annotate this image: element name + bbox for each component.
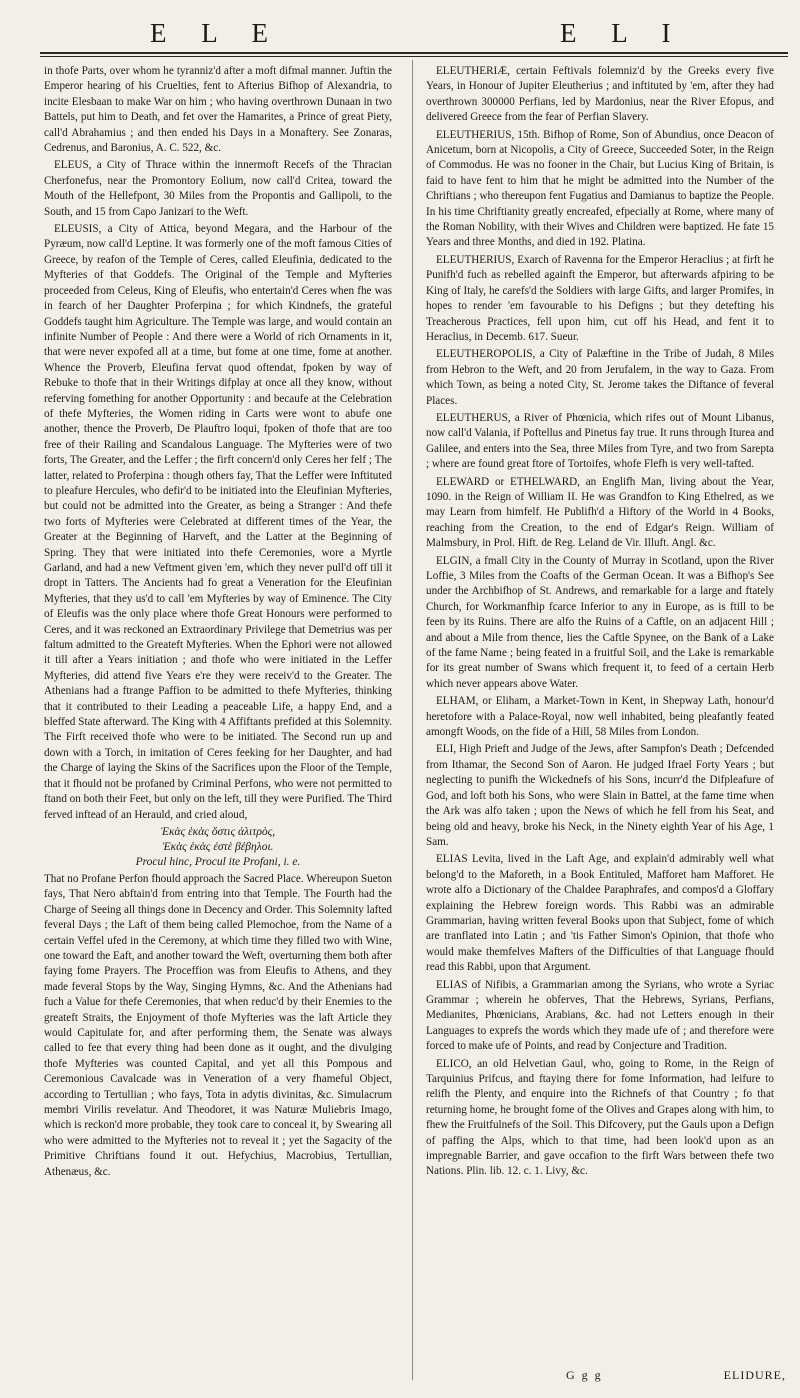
running-head-right: E L I [560,18,685,48]
greek-line-2: Ἑκὰς ἑκὰς ἐστὲ βέβηλοι. [162,840,274,853]
right-column [426,64,774,1182]
entry-elesbaan-continued: in thofe Parts, over whom he tyranniz'd after a moft difmal manner. Juftin the Emperor hearing of his Cruelties, fent to Afterius Bifhop of Alexandria, to incite Elesbaan to make War on him ; who having overthrown Dunaan in two Battels, put him to Death, and fet over the Hamarites, a Prince of great Piety, call'd Abrahamius ; and then ended his Days in a Monaftery. See Zonaras, Cedrenus, and Baronius, A. C. 522, &c. [44,65,392,155]
entry-eleutherus: ELEUTHERUS, a River of Phœnicia, which rifes out of Mount Libanus, now call'd Valania, if Poftellus and Pinetus fay true. It runs through Iturea and Galilee, and enters into the Sea, three Miles from Tyre, and two from Sarepta ; where are found great ftore of Tortoifes, whofe Flefh is very well-tafted. [426,411,774,471]
page-footer [426,1368,786,1386]
entry-eleusis: ELEUSIS, a City of Attica, beyond Megara, and the Harbour of the Pyræum, now call'd Leptine. It was formerly one of the moft famous Cities of Greece, by reafon of the Temple of Ceres, called Eleufinia, dedicated to the Myfteries of that Goddefs. The Original of the Temple and Myfteries proceeded from Celeus, King of Eleufis, who entertain'd Ceres when fhe was in fearch of her Daughter Proferpina ; for which Kindnefs, the grateful Goddefs taught him Agriculture. The Temple was large, and would contain an infinite Number of People : And there were a World of rich Ornaments in it, that were never expofed all at a time, but fome at one time, fome at another. Whence the Proverb, Eleufina fervat quod oftendat, fpoken by way of Rebuke to thofe that in their Writings difplay at once all they know, without referving fomething for another Opportunity : and becaufe at the Celebration of thefe Myfteries, the Women riding in Carts were wont to abufe one another, thence the Proverb, De Plauftro loqui, fpoken of thofe that are too free of their Railing and Scandalous Language. The Myfteries were of two forts, The Greater, and the Leffer ; the firft concern'd only Ceres her felf ; The latter, related to Proferpina : though others fay, That the Leffer were Inftituted to pleafure Hercules, who defir'd to be initiated into the Eleufinian Myfteries, but could not be admitted into the Greater, as being a Stranger : And thefe two forts of Myfteries were Celebrated at different times of the Year, the Greater at the Beginning of Harveft, and the Latter at the Beginning of Spring. They that were initiated into thefe Ceremonies, wore a Myrtle Garland, and had a new Veftment given 'em, which they never pull'd off till it dropt in Tatters. The Ancients had fo great a Veneration for the Eleufinian Myfteries, that they us'd to call 'em Myfteries by way of Eminence. The City of Eleufis was the only place where thofe Great Honours were performed to Ceres, and it was reckoned an Extraordinary Privilege that Demetrius was per faltum admitted to the Greateft Myfteries. When the Ephori were not allowed it till after a Years initiation ; and thofe who were initiated in the Leffer Myfteries, did attend five Years e're they were receiv'd to the Greater. The Athenians had a ftrange Paffion to be admitted to thefe Myfteries, thinking that it contributed to their Leading a peaceable Life, a happy End, and a bleffed State afterward. The King with 4 Affiftants prefided at this Solemnity. The Firft received thofe who were to be initiated. The Second run up and down with a Torch, in imitation of Ceres feeking for her Daughter, and had the Charge of laying the Skins of the Sacrifices upon the Floor of the Temple, that it fhould not be profaned by Criminal Perfons, who were not permitted to ftand on both their Feet, but only on the left, till they were Purified. The Third ferved inftead of an Herauld, and cried aloud, [44,223,392,821]
entry-elham: ELHAM, or Eliham, a Market-Town in Kent, in Shepway Lath, honour'd heretofore with a Palace-Royal, now well inhabited, being pleafantly feated amongft Woods, on the fide of a Hill, 58 Miles from London. [426,695,774,739]
greek-line-1: Ἑκὰς ἑκὰς ὅστις ἀλιτρὸς, [160,825,276,838]
latin-translation: Procul hinc, Procul ite Profani, i. e. [135,855,301,868]
header-rule-thin [40,56,788,57]
entry-eleutheriae: ELEUTHERIÆ, certain Feftivals folemniz'd by the Greeks every five Years, in Honour of Jupiter Eleutherius ; and inftituted by 'em, after they had overthrown 300000 Perfians, led by Mardonius, near the River Efopus, and delivered Greece from the fear of Perfian Slavery. [426,65,774,124]
running-head-left: E L E [150,18,282,48]
running-head [0,8,800,52]
entry-eli: ELI, High Prieft and Judge of the Jews, after Sampfon's Death ; Defcended from Ithamar, the Second Son of Aaron. He judged Ifrael Forty Years ; but neglecting to punifh the Wickednefs of his Sons, incurr'd the Difpleafure of God, and loft both his Sons, who were Slain in Battel, at the fame time when the Ark was alfo taken ; upon the News of which he fell from his Seat, and being old and heavy, broke his Neck, in the Ninety eighth Year of his Age, 1 Sam. [426,743,774,848]
entry-eleutheropolis: ELEUTHEROPOLIS, a City of Palæftine in the Tribe of Judah, 8 Miles from Hebron to the Weft, and 20 from Jerufalem, in the way to Gaza. From which Town, as being a noted City, St. Jerome takes the Diftance of feveral Places. [426,348,774,407]
signature-mark: G g g [566,1368,603,1382]
greek-quotation [44,825,392,870]
entry-eleusis-continued: That no Profane Perfon fhould approach the Sacred Place. Whereupon Sueton fays, That Nero abftain'd from entring into that Temple. The Fourth had the Charge of Seeing all things done in Decency and Order. This Solemnity lafted feveral Days ; the Laft of them being called Plemochoe, from the Name of a certain Veffel ufed in the Ceremony, at which time they filled two with Wine, one toward the Eaft, and another toward the Weft, overturning them both after faying fome Prayers. The Proceffion was from Eleufis to Athens, and they made feveral Stops by the Way, Singing Hymns, &c. And the Athenians had fuch a Value for thefe Ceremonies, that when reduc'd by their Enemies to the greateft Straits, the Enjoyment of thofe Myfteries was the laft Article they would Capitulate for, and after performing them, the Senate was always called to fee that every thing had been done as it ought, and the divulging thofe Myfteries was counted Capital, and yet all this Pompous and Ceremonious Cavalcade was in Veneration of a very fhameful Object, according to Tertullian ; who fays, Tota in adytis divinitas, &c. Simulacrum membri Virilis revelatur. And Theodoret, it was Naturæ Muliebris Imago, which is reckon'd more probable, they took care to conceal it, by Swearing all who were admitted to the Myfteries not to reveal it ; yet the Sagacity of the Primitive Chriftians found it out. Hefychius, Macrobius, Tertullian, Athenæus, &c. [44,872,392,1178]
entry-eleutherius-bishop: ELEUTHERIUS, 15th. Bifhop of Rome, Son of Abundius, once Deacon of Anicetum, born at Nicopolis, a City of Greece, Succeeded Soter, in the Reign of Commodus. He was no fooner in the Chair, but Lucius King of Britain, is faid to have fent to him that he might be admitted into the Number of the Chriftians ; who thereupon fent Fugatius and Damianus to baptize the People. In his time Chriftianity greatly encreafed, efpecially at Rome, where many of the Roman Nobility, with their Wives and Children were baptized. He fate 15 Years and three Months, and died in 192. Platina. [426,128,774,249]
entry-elico: ELICO, an old Helvetian Gaul, who, going to Rome, in the Reign of Tarquinius Prifcus, and ftaying there for fome Information, had leifure to relifh the Plenty, and enquire into the Richnefs of that Country ; fo that returning home, he brought fome of the Olives and Grapes along with him, to fhew the Fruitfulnefs of the Soil. This Difcovery, put the Gauls upon a Defign of paffing the Alps, which to that time, had been look'd upon as an impregnable Barrier, and gave occafion to the firft Wars between thefe two Nations. Plin. lib. 12. c. 1. Livy, &c. [426,1057,774,1178]
entry-elias-levita: ELIAS Levita, lived in the Laft Age, and explain'd admirably well what belong'd to the Maforeth, in a Book Entituled, Mafforet ham Mafforet. He wrote alfo a Dictionary of the Chaldee Paraphrafes, and compos'd a Gloffary explaining the Hebrew foreign words. This Rabbi was an admirable Grammarian, having written feveral Books upon that Subject, fome of which are tranflated into Latin ; and 'tis Father Simon's Opinion, that thofe who would make themfelves Mafters of the Difficulties of that Language fhould read this Rabbi, upon that Argument. [426,853,774,974]
catchword: ELIDURE, [723,1368,786,1382]
entry-eleus: ELEUS, a City of Thrace within the innermoft Recefs of the Thracian Cherfonefus, near the Promontory Eolium, now call'd Critea, toward the Mouth of the Hellefpont, 30 Miles from the Propontis and Gallipoli, to the South, and 15 from Capo Janizari to the Weft. [44,159,392,218]
header-rule [40,52,788,54]
left-column [44,64,392,1182]
entry-elias-of-nisibis: ELIAS of Nifibis, a Grammarian among the Syrians, who wrote a Syriac Grammar ; wherein he obferves, That the Hebrews, Syrians, Perfians, Medianites, Phœnicians, Arabians, &c. had not Letters enough in their Languages to exprefs the words which they made ufe of ; and therefore were forced to make ufe of Points, and read by Conjecture and Tradition. [426,978,774,1053]
entry-eleutherius-exarch: ELEUTHERIUS, Exarch of Ravenna for the Emperor Heraclius ; at firft he Punifh'd fuch as rebelled againft the Emperor, but afterwards afpiring to be King of Italy, he carefs'd the Soldiers with large Gifts, and larger Promifes, in hopes to render 'em favourable to his Defigns ; but they detefting his Treacherous Practices, fell upon him, cut off his Head, and fent it to Heraclius, in Decemb. 617. Sueur. [426,253,774,343]
entry-elgin: ELGIN, a fmall City in the County of Murray in Scotland, upon the River Loffie, 3 Miles from the Coafts of the German Ocean. It was a Bifhop's See under the Archbifhop of St. Andrews, and remarkable for a large and ftately Church, for Workmanfhip fcarce Inferior to any in Europe, as is ftill to be feen by its Ruins. There are alfo the Ruins of a Caftle, on an adjacent Hill ; and about a Mile from thence, lies the Caftle Spynee, on the Bank of a Lake of the fame Name ; being feated in a fruitful Soil, and the Lake is remarkable for its great number of Swans which frequent it, to feed of a certain Herb which never appears above Water. [426,554,774,690]
entry-eleward: ELEWARD or ETHELWARD, an Englifh Man, living about the Year, 1090. in the Reign of William II. He was Grandfon to King Ethelred, as we may Learn from himfelf. He Publifh'd a Hiftory of the World in 4 Books, reaching from the Creation, to the end of Edgar's Reign. William of Malmsbury, in Prol. Hift. de Reg. Leland de Vir. Illuft. Angl. &c. [426,475,774,550]
column-divider [412,60,413,1380]
